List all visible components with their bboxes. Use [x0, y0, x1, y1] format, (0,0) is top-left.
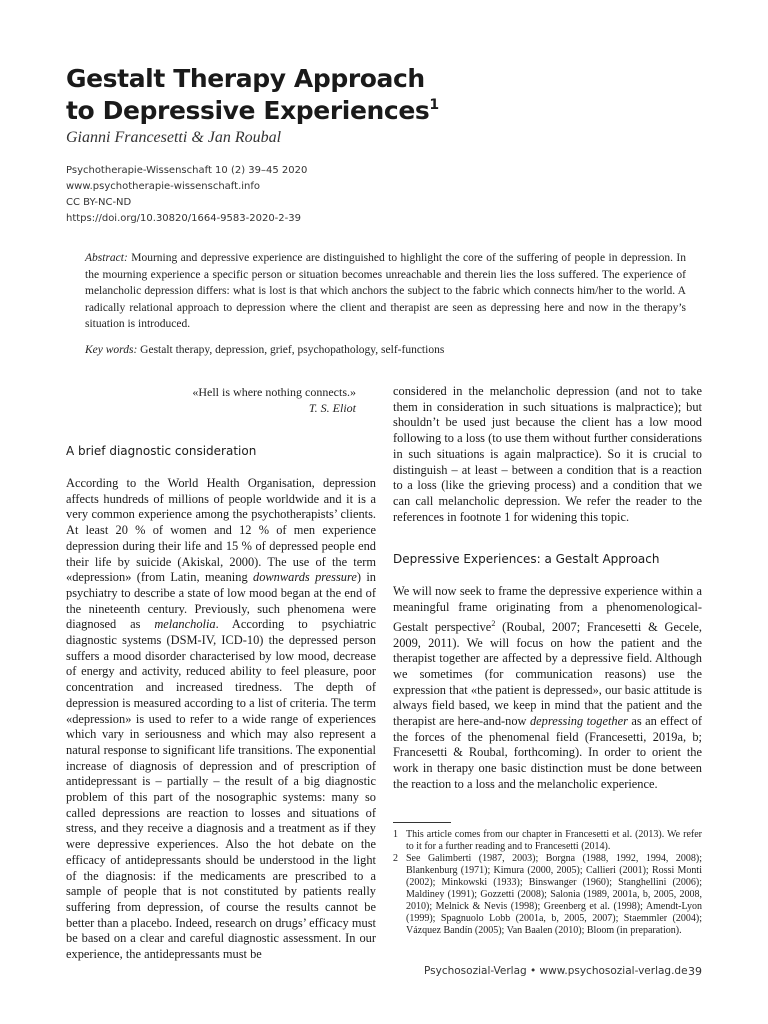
footnote-number: 1: [393, 829, 398, 840]
footnote-item: [393, 829, 702, 853]
text-run: (Roubal, 2007; Francesetti & Gecele, 2009, 2011). We will focus on how the patient and the therapist together are affected by a depressive field. Although we sometimes (for communication reasons) use the expression that «the patient is depressed», our basic attitude is always field based, we keep in mind that the patient and the therapist are here-and-now: [393, 619, 702, 729]
publisher-link[interactable]: Psychosozial-Verlag • www.psychosozial-verlag.de: [424, 965, 688, 977]
emphasis-run: depressing together: [529, 714, 628, 729]
text-run: ) in psychiatry to describe a state of low mood began at the end of the nineteenth century. Previously, such phenomena were diagnosed as: [66, 570, 376, 632]
journal-citation: Psychotherapie-Wissenschaft 10 (2) 39–45 2020: [66, 165, 308, 176]
title-footnote-mark[interactable]: 1: [429, 97, 439, 113]
journal-website-link[interactable]: www.psychotherapie-wissenschaft.info: [66, 181, 261, 192]
text-run: We will now seek to frame the depressive experience within a meaningful frame originating from a phenomenological-Gestalt perspective: [393, 584, 702, 634]
article-title: [66, 63, 439, 127]
section-heading-gestalt: Depressive Experiences: a Gestalt Approach: [393, 552, 660, 567]
section-heading-diagnostic: A brief diagnostic consideration: [66, 444, 257, 458]
paragraph-diagnostic: [66, 476, 376, 963]
publication-meta: [66, 163, 307, 227]
keywords-label: Key words:: [85, 344, 138, 356]
footnote-text: See Galimberti (1987, 2003); Borgna (1988, 1992, 1994, 2008); Blankenburg (1971); Kimura (2000, 2005); Callieri (2001); Rossi Monti (2002); Minkowski (1933); Binswanger (1960); Stanghellini (2006); Maldiney (1991); Gozzetti (2008); Salonia (1989, 2001a, b, 2005, 2008, 2010); Melnick & Nevis (1998); Greenberg et al. (1998); Amendt-Lyon (1999); Spagnuolo Lobb (2001a, b, 2005, 2007); Staemmler (2004); Vázquez Bandín (2005); Van Baalen (2010); Bloom (in preparation).: [406, 853, 702, 936]
footnotes: [393, 829, 702, 937]
emphasis-run: melancholia: [154, 617, 216, 632]
page-number: 39: [688, 965, 702, 978]
abstract-text: Mourning and depressive experience are distinguished to highlight the core of the suffering of people in depression. In the mourning experience a specific person or situation becomes unreachable and therein lies the loss suffered. The experience of melancholic depression differs: what is lost is that which anchors the subject to the fabric which connects him/her to the world. A radically relational approach to depression where the client and therapist are seen as depressing here and now in the therapy’s situation is introduced.: [85, 252, 686, 330]
epigraph-quote: «Hell is where nothing connects.»: [192, 385, 356, 399]
authors: Gianni Francesetti & Jan Roubal: [66, 129, 282, 146]
footnote-item: [393, 853, 702, 937]
emphasis-run: downwards pressure: [253, 570, 357, 585]
left-column: [66, 443, 376, 963]
footnote-divider: [393, 822, 451, 823]
abstract-label: Abstract:: [85, 252, 128, 264]
epigraph-author: T. S. Eliot: [308, 401, 356, 415]
footnote-number: 2: [393, 853, 398, 864]
license: CC BY-NC-ND: [66, 197, 132, 208]
text-run: . According to psychiatric diagnostic systems (DSM-IV, ICD-10) the depressed person suffers a mood disorder characterised by low mood, decrease of energy and activity, reduced ability to feel pleasure, poor concentration and increased tiredness. The depth of depression is measured according to a list of criteria. The term «depression» is used to refer to a wide range of experiences which vary in seriousness and which may also represent a natural response to significant life transitions. The exponential increase of diagnosis of depression and of prescription of antidepressant is – partially – the result of a big diagnostic problem of this part of the nosographic systems: many so called depressions are reaction to losses and situations of stress, and they receive a diagnosis and a treatment as if they were depressive experiences. Also the hot debate on the efficacy of antidepressants should be understood in the light of the diagnosis: if the medicaments are prescribed to a sample of people that is not constituted by patients really suffering from depression, of course the results cannot be better than a placebo. Indeed, research on drugs’ efficacy must be based on a clear and careful diagnostic assessment. In our experience, the antidepressants must be: [66, 617, 376, 962]
paragraph-diagnostic-continued: considered in the melancholic depression (and not to take them in consideration in such situations is malpractice); but shouldn’t be used just because the client has a low mood following to a loss (to use them without further considerations in such situations is again malpractice). So it is crucial to distinguish – at least – between a condition that is a reaction to a loss (like the grieving process) and a condition that we can call melancholic depression. We refer the reader to the references in footnote 1 for widening this topic.: [393, 384, 702, 524]
keywords-text: Gestalt therapy, depression, grief, psychopathology, self-functions: [137, 344, 445, 356]
abstract: [85, 250, 686, 333]
text-run: as an effect of the forces of the phenomenal field (Francesetti, 2019a, b; Francesetti & Roubal, forthcoming). In order to orient the work in therapy one basic distinction must be done between the reaction to a loss and the melancholic experience.: [393, 714, 702, 791]
footnote-mark[interactable]: 2: [491, 618, 496, 628]
footnote-text: This article comes from our chapter in Francesetti et al. (2013). We refer to it for a further reading and to Francesetti (2014).: [406, 829, 702, 852]
epigraph: [150, 384, 356, 416]
text-run: According to the World Health Organisation, depression affects hundreds of millions of people worldwide and it is a very common experience among the psychotherapists’ clients. At least 20 % of women and 12 % of men experience depression during their life and 15 % of depressed people end their life by suicide (Akiskal, 2000). The use of the term «depression» (from Latin, meaning: [66, 476, 376, 585]
doi-link[interactable]: https://doi.org/10.30820/1664-9583-2020-2-39: [66, 213, 301, 224]
title-line-1: Gestalt Therapy Approach: [66, 64, 425, 93]
paragraph-gestalt: [393, 584, 702, 792]
title-line-2: to Depressive Experiences: [66, 96, 430, 125]
keywords: [85, 342, 686, 358]
right-column: [393, 384, 702, 793]
page-footer: [424, 965, 702, 978]
